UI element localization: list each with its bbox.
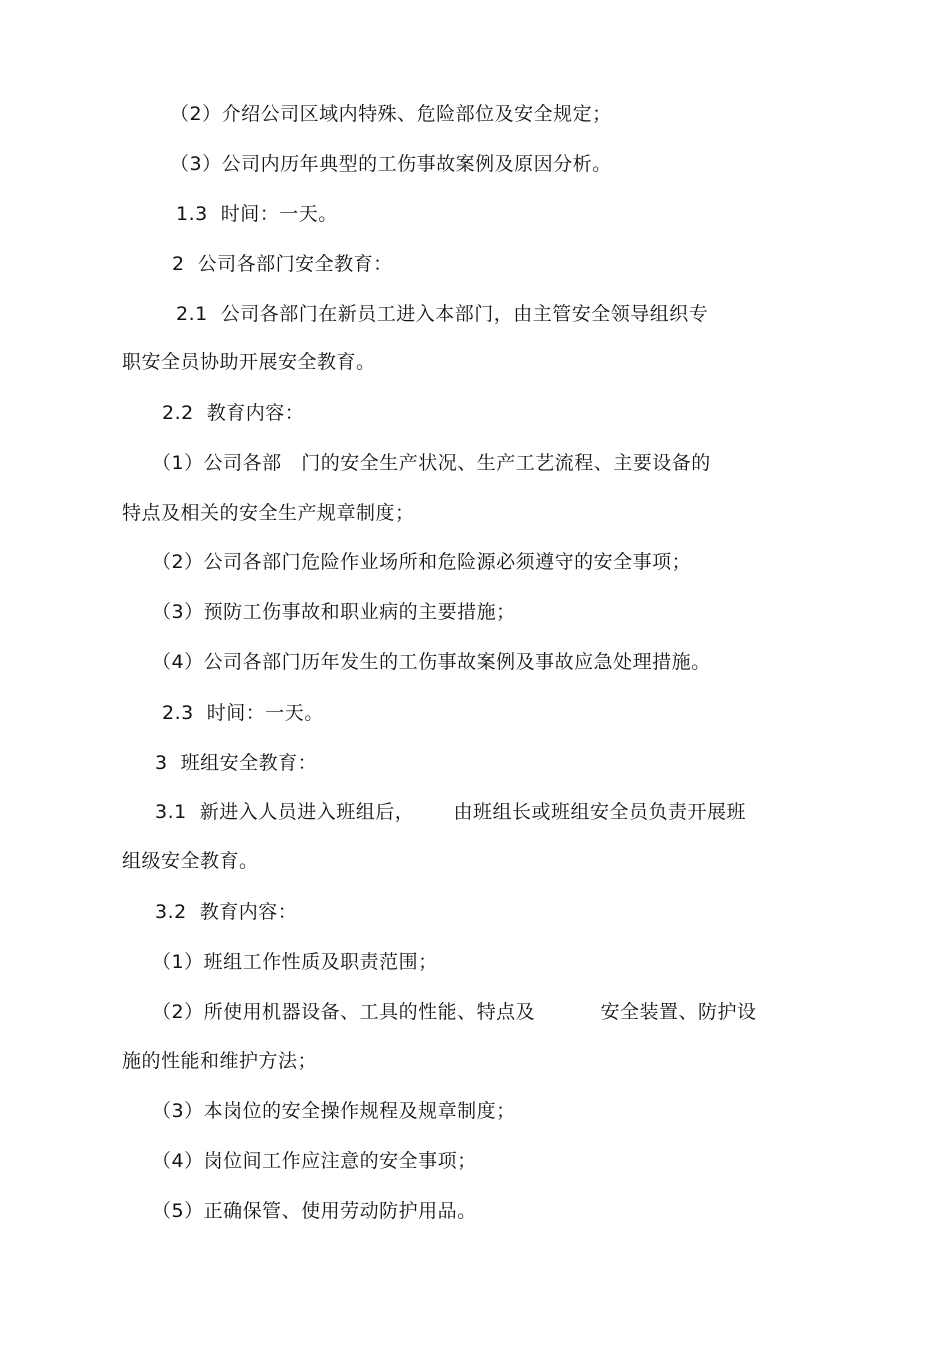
text-line: 2.3 时间：一天。 <box>162 702 324 724</box>
text-line: 2.2 教育内容： <box>162 402 305 424</box>
text-line: （1）班组工作性质及职责范围； <box>152 951 438 973</box>
text-line: （4）公司各部门历年发生的工伤事故案例及事故应急处理措施。 <box>152 651 711 673</box>
text-line: （2）公司各部门危险作业场所和危险源必须遵守的安全事项； <box>152 551 692 573</box>
section-heading: 2 公司各部门安全教育： <box>172 253 393 275</box>
text-line: 组级安全教育。 <box>122 850 259 872</box>
text-line: （3）预防工伤事故和职业病的主要措施； <box>152 601 516 623</box>
text-line: （2）所使用机器设备、工具的性能、特点及 安全装置、防护设 <box>152 1001 757 1023</box>
text-line: （3）公司内历年典型的工伤事故案例及原因分析。 <box>170 153 612 175</box>
text-line: （3）本岗位的安全操作规程及规章制度； <box>152 1100 516 1122</box>
section-heading: 3 班组安全教育： <box>155 752 318 774</box>
text-line: 职安全员协助开展安全教育。 <box>122 351 376 373</box>
text-line: 2.1 公司各部门在新员工进入本部门，由主管安全领导组织专 <box>176 303 709 325</box>
text-line: （4）岗位间工作应注意的安全事项； <box>152 1150 477 1172</box>
text-line: 3.2 教育内容： <box>155 901 298 923</box>
text-line: 1.3 时间：一天。 <box>176 203 338 225</box>
text-line: （1）公司各部 门的安全生产状况、生产工艺流程、主要设备的 <box>152 452 711 474</box>
text-line: （2）介绍公司区域内特殊、危险部位及安全规定； <box>170 103 612 125</box>
text-line: 施的性能和维护方法； <box>122 1050 318 1072</box>
text-line: （5）正确保管、使用劳动防护用品。 <box>152 1200 477 1222</box>
text-line: 特点及相关的安全生产规章制度； <box>122 502 415 524</box>
text-line: 3.1 新进入人员进入班组后， 由班组长或班组安全员负责开展班 <box>155 801 747 823</box>
